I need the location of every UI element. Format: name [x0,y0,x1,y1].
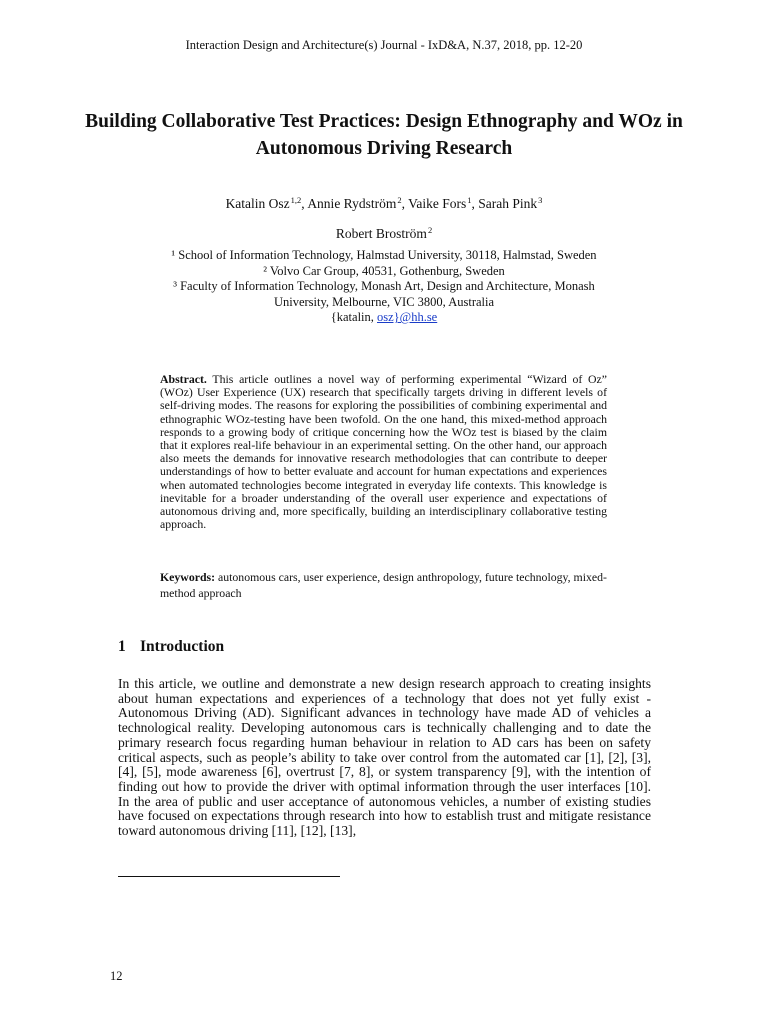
affiliation-line: ² Volvo Car Group, 40531, Gothenburg, Sweden [263,263,505,278]
keywords-label: Keywords: [160,570,216,584]
keywords [160,569,607,601]
contact-email [0,310,768,326]
author-name: Sarah Pink [478,196,538,211]
affiliation-line: University, Melbourne, VIC 3800, Australia [273,294,495,309]
author-affiliation-mark: 2 [397,195,402,205]
page-number: 12 [110,969,123,983]
author-affiliation-mark: 2 [427,225,433,235]
running-header: Interaction Design and Architecture(s) Journal - IxD&A, N.37, 2018, pp. 12-20 [185,38,583,52]
abstract [160,373,607,531]
section-heading [118,638,224,656]
author-affiliation-mark: 1,2 [290,195,302,205]
email-prefix: {katalin, [330,310,378,324]
author-affiliation-mark: 1 [467,195,472,205]
intro-paragraph: In this article, we outline and demonstrate a new design research approach to creating insights about human expectations and experiences of a technology that does not yet fully exist - Autonomous Driving (AD). Significant advances in technology have made AD of vehicles a technological reality. Developing autonomous cars is technically challenging and to date the primary research focus regarding human behaviour in relation to AD cars has been on safety critical aspects, such as people’s ability to take over control from the automated car [1], [2], [3], [4], [5], mode awareness [6], overtrust [7, 8], or system transparency [9], with the intention of finding out how to provide the driver with optimal information through the user interfaces [10]. In the area of public and user acceptance of autonomous vehicles, a number of existing studies have focused on expectations through research into how to establish trust and mitigate resistance toward autonomous driving [11], [12], [13], [118,676,651,839]
author-list: Katalin Osz$^{1,2}$, Annie Rydström$^2$, Vaike Fors$^1$, Sarah Pink$^3$ Robert Broström$^2$ [225,195,543,241]
author-name: Robert Broström [335,226,427,241]
abstract-text: This article outlines a novel way of performing experimental “Wizard of Oz” (WOz) User Experience (UX) research that specifically targets driving in different levels of self-driving modes. The reasons for exploring the possibilities of combining experimental and ethnographic WOz-testing have been twofold. On the one hand, this mixed-method approach responds to a growing body of critique concerning how the WOz test is biased by the claim that it explores real-life behaviour in an experimental setting. On the other hand, our approach also meets the demands for innovative research methodologies that can contribute to deeper understandings of how to better evaluate and account for human expectations and experiences when automated technologies become integrated in everyday life contexts. This knowledge is inevitable for a broader understanding of the overall user experience and expectations of autonomous driving and, more specifically, building an interdisciplinary collaborative testing approach. [160,372,607,532]
section-title: Introduction [140,638,225,655]
abstract-label: Abstract. [160,372,207,386]
author-affiliation-mark: 3 [538,195,543,205]
keywords-text: autonomous cars, user experience, design anthropology, future technology, mixed-method approach [160,570,607,600]
affiliation-line: ¹ School of Information Technology, Halmstad University, 30118, Halmstad, Sweden [171,248,597,262]
section-number: 1 [118,638,126,655]
author-name: Katalin Osz [225,196,290,211]
email-link[interactable]: osz}@hh.se [377,310,438,324]
affiliation-block [0,248,768,326]
author-name: Annie Rydström [307,196,397,211]
author-name: Vaike Fors [408,196,467,211]
affiliation-line: ³ Faculty of Information Technology, Monash Art, Design and Architecture, Monash [173,279,595,293]
footnote-divider [118,876,340,877]
paper-title: Building Collaborative Test Practices: Design Ethnography and WOz in Autonomous Driving Research [85,111,683,159]
